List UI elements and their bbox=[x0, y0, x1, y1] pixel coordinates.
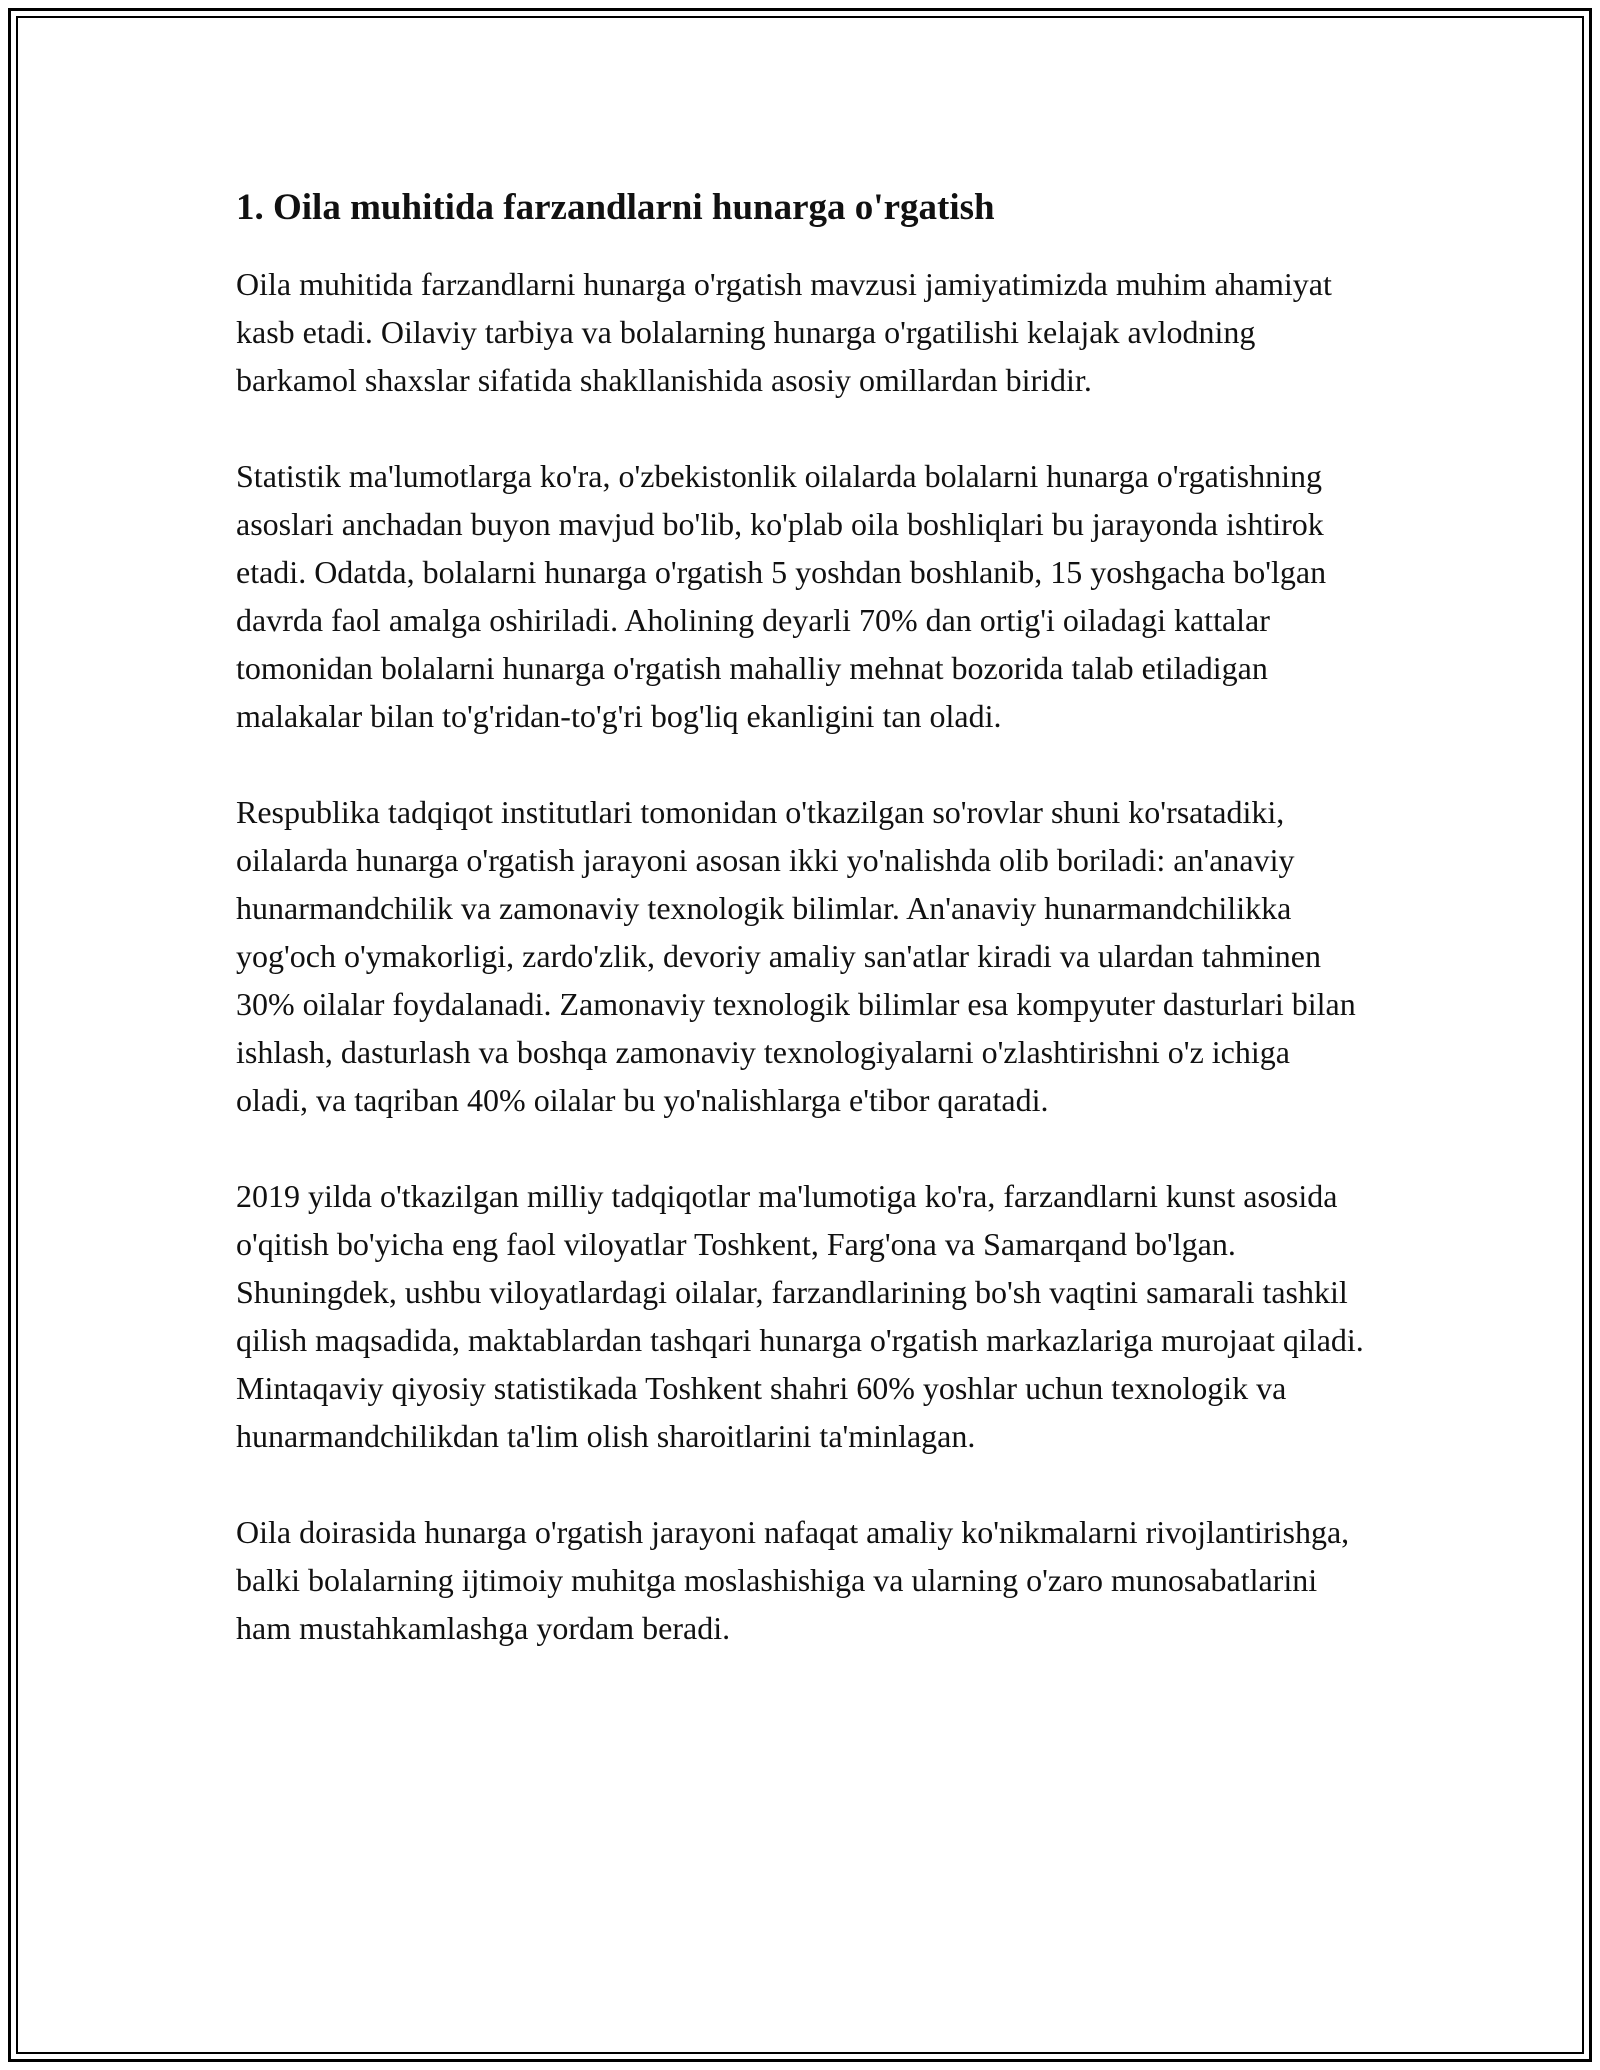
paragraph-intro: Oila muhitida farzandlarni hunarga o'rgatish mavzusi jamiyatimizda muhim ahamiyat kasb etadi. Oilaviy tarbiya va bolalarning hunarga o'rgatilishi kelajak avlodning barkamol shaxslar sifatida shakllanishida asosiy omillardan biridir. bbox=[236, 266, 1332, 399]
section-heading: 1. Oila muhitida farzandlarni hunarga o'rgatish bbox=[236, 187, 995, 228]
paragraph-conclusion: Oila doirasida hunarga o'rgatish jarayoni nafaqat amaliy ko'nikmalarni rivojlantirishga, balki bolalarning ijtimoiy muhitga moslashishiga va ularning o'zaro munosabatlarini ham mustahkamlashga yordam beradi. bbox=[236, 1514, 1350, 1647]
paragraph-statistics: Statistik ma'lumotlarga ko'ra, o'zbekistonlik oilalarda bolalarni hunarga o'rgatishning asoslari anchadan buyon mavjud bo'lib, ko'plab oila boshliqlari bu jarayonda ishtirok etadi. Odatda, bolalarni hunarga o'rgatish 5 yoshdan boshlanib, 15 yoshgacha bo'lgan davrda faol amalga oshiriladi. Aholining deyarli 70% dan ortig'i oiladagi kattalar tomonidan bolalarni hunarga o'rgatish mahalliy mehnat bozorida talab etiladigan malakalar bilan to'g'ridan-to'g'ri bog'liq ekanligini tan oladi. bbox=[236, 458, 1327, 735]
document-body bbox=[236, 184, 1366, 1700]
paragraph-regional-research: 2019 yilda o'tkazilgan milliy tadqiqotlar ma'lumotiga ko'ra, farzandlarni kunst asosida o'qitish bo'yicha eng faol viloyatlar Toshkent, Farg'ona va Samarqand bo'lgan. Shuningdek, ushbu viloyatlardagi oilalar, farzandlarining bo'sh vaqtini samarali tashkil qilish maqsadida, maktablardan tashqari hunarga o'rgatish markazlariga murojaat qiladi. Mintaqaviy qiyosiy statistikada Toshkent shahri 60% yoshlar uchun texnologik va hunarmandchilikdan ta'lim olish sharoitlarini ta'minlagan. bbox=[236, 1178, 1364, 1455]
paragraph-survey: Respublika tadqiqot institutlari tomonidan o'tkazilgan so'rovlar shuni ko'rsatadiki, oilalarda hunarga o'rgatish jarayoni asosan ikki yo'nalishda olib boriladi: an'anaviy hunarmandchilik va zamonaviy texnologik bilimlar. An'anaviy hunarmandchilikka yog'och o'ymakorligi, zardo'zlik, devoriy amaliy san'atlar kiradi va ulardan tahminen 30% oilalar foydalanadi. Zamonaviy texnologik bilimlar esa kompyuter dasturlari bilan ishlash, dasturlash va boshqa zamonaviy texnologiyalarni o'zlashtirishni o'z ichiga oladi, va taqriban 40% oilalar bu yo'nalishlarga e'tibor qaratadi. bbox=[236, 794, 1356, 1119]
